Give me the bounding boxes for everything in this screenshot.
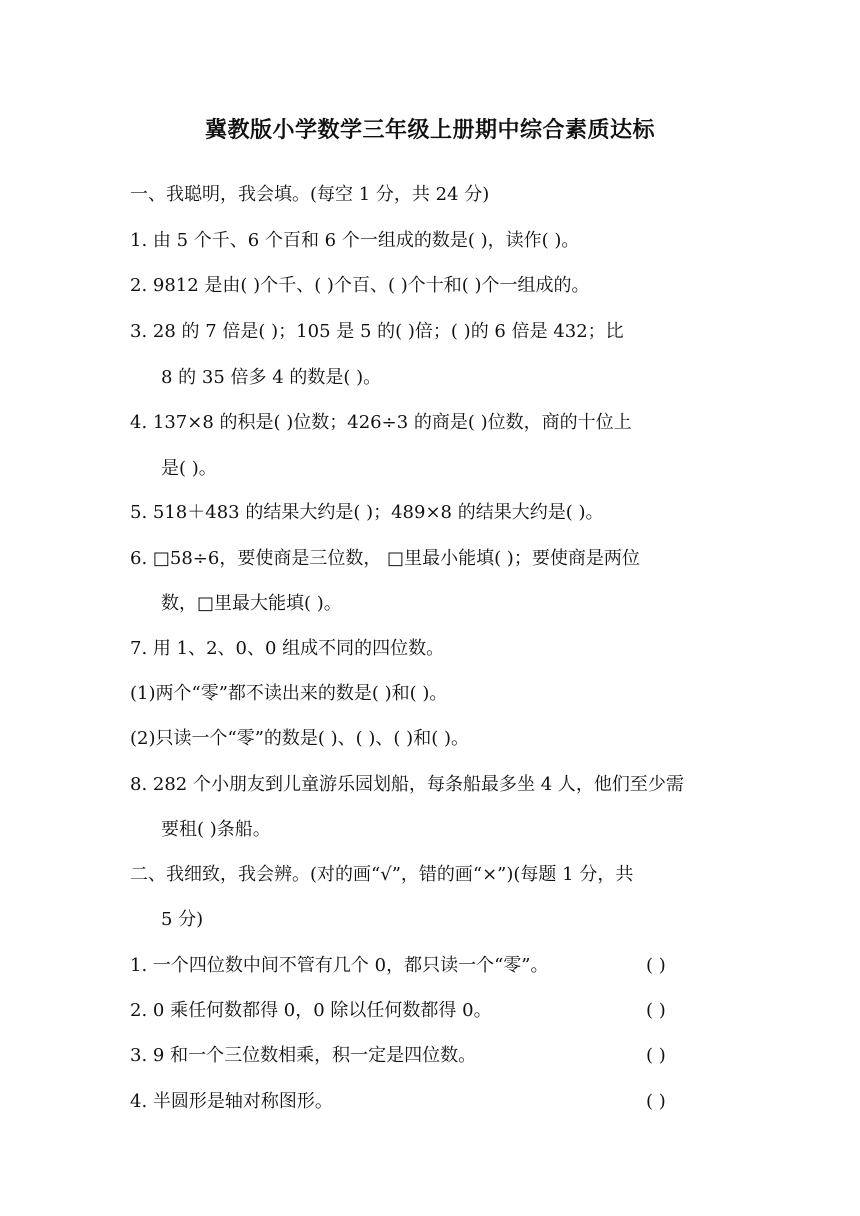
judge-item-text: 2. 0 乘任何数都得 0，0 除以任何数都得 0。 [130,1000,492,1021]
question-7: 7. 用 1、2、0、0 组成不同的四位数。 [130,638,445,659]
section-2-heading-continued: 5 分) [161,909,204,930]
question-5: 5. 518＋483 的结果大约是( )；489×8 的结果大约是( )。 [130,502,604,523]
judge-item-text: 4. 半圆形是轴对称图形。 [130,1091,333,1112]
page-title: 冀教版小学数学三年级上册期中综合素质达标 [204,118,655,143]
question-4-continued: 是( )。 [161,458,217,479]
question-3: 3. 28 的 7 倍是( )；105 是 5 的( )倍；( )的 6 倍是 432；比 [130,321,624,342]
question-2: 2. 9812 是由( )个千、( )个百、( )个十和( )个一组成的。 [130,275,590,296]
question-4: 4. 137×8 的积是( )位数；426÷3 的商是( )位数，商的十位上 [130,412,632,433]
question-8-continued: 要租( )条船。 [161,819,271,840]
answer-bracket: ( ) [646,1045,666,1066]
question-7-part-2: (2)只读一个“零”的数是( )、( )、( )和( )。 [130,728,469,749]
section-1-heading: 一、我聪明，我会填。(每空 1 分，共 24 分) [130,184,490,205]
judge-item-text: 1. 一个四位数中间不管有几个 0，都只读一个“零”。 [130,955,549,976]
question-6-continued: 数，□里最大能填( )。 [161,593,342,614]
answer-bracket: ( ) [646,1000,666,1021]
question-7-part-1: (1)两个“零”都不读出来的数是( )和( )。 [130,683,448,704]
judge-item-text: 3. 9 和一个三位数相乘，积一定是四位数。 [130,1045,477,1066]
question-8: 8. 282 个小朋友到儿童游乐园划船，每条船最多坐 4 人，他们至少需 [130,774,684,795]
answer-bracket: ( ) [646,955,666,976]
question-1: 1. 由 5 个千、6 个百和 6 个一组成的数是( )，读作( )。 [130,230,580,251]
answer-bracket: ( ) [646,1091,666,1112]
question-6: 6. □58÷6，要使商是三位数， □里最小能填( )；要使商是两位 [130,548,640,569]
section-2-heading: 二、我细致，我会辨。(对的画“√”，错的画“×”)(每题 1 分，共 [130,864,634,885]
question-3-continued: 8 的 35 倍多 4 的数是( )。 [161,367,382,388]
